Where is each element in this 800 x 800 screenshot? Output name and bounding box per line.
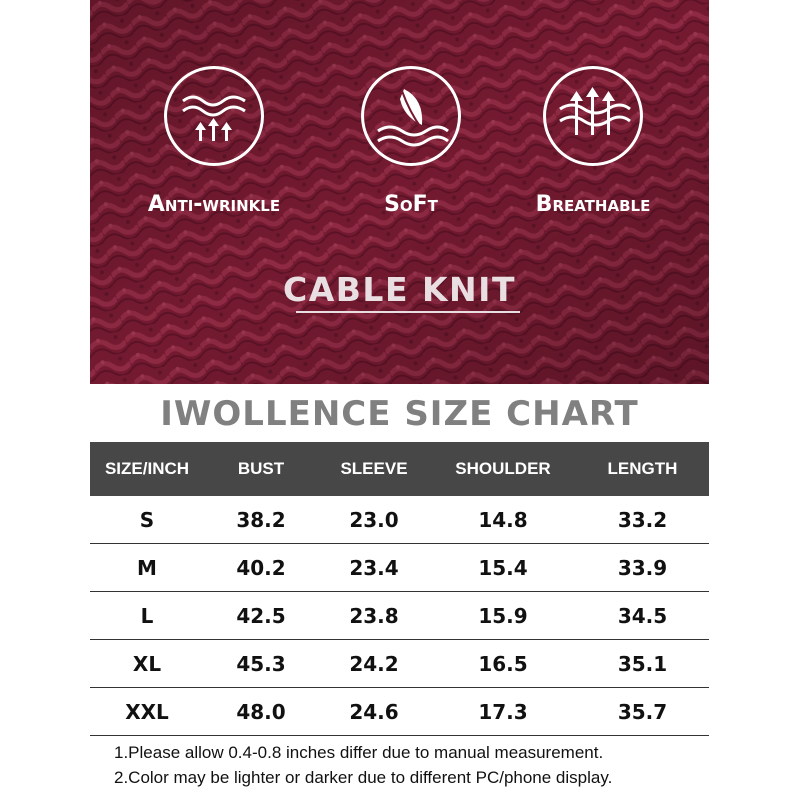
fabric-banner <box>90 0 709 384</box>
cell-shoulder: 16.5 <box>478 651 528 676</box>
cell-size: XXL <box>125 699 169 724</box>
cell-sleeve: 23.0 <box>349 507 399 532</box>
table-header-row <box>90 442 709 496</box>
cell-length: 33.9 <box>617 555 668 580</box>
feather-icon <box>361 66 461 166</box>
header-size: SIZE/INCH <box>90 442 204 496</box>
cell-bust: 45.3 <box>236 651 286 676</box>
cell-shoulder: 17.3 <box>478 699 528 724</box>
note-line: 2.Color may be lighter or darker due to different PC/phone display. <box>114 768 613 787</box>
cell-length: 34.5 <box>617 603 668 628</box>
table-row <box>90 496 709 544</box>
measurement-notes <box>114 740 612 790</box>
cell-size: M <box>137 555 157 580</box>
cell-sleeve: 23.4 <box>349 555 399 580</box>
table-row <box>90 640 709 688</box>
cell-size: XL <box>132 651 162 676</box>
header-length: LENGTH <box>576 442 709 496</box>
size-chart-title: IWOLLENCE SIZE CHART <box>160 394 639 434</box>
header-sleeve: SLEEVE <box>318 442 430 496</box>
table-row <box>90 688 709 736</box>
cell-shoulder: 15.9 <box>478 603 528 628</box>
cell-sleeve: 23.8 <box>349 603 399 628</box>
cell-shoulder: 15.4 <box>478 555 528 580</box>
size-chart-table <box>90 442 709 736</box>
cell-shoulder: 14.8 <box>478 507 528 532</box>
fabric-title: CABLE KNIT <box>283 270 516 309</box>
cell-sleeve: 24.6 <box>349 699 399 724</box>
cell-length: 35.1 <box>617 651 668 676</box>
header-shoulder: SHOULDER <box>430 442 576 496</box>
feature-label-soft: SoFt <box>384 192 438 217</box>
cell-length: 33.2 <box>617 507 668 532</box>
header-bust: BUST <box>204 442 318 496</box>
anti-wrinkle-icon <box>164 66 264 166</box>
table-row <box>90 592 709 640</box>
cell-sleeve: 24.2 <box>349 651 399 676</box>
table-row <box>90 544 709 592</box>
cell-size: S <box>139 507 155 532</box>
feature-label-breathable: Breathable <box>535 192 651 217</box>
cell-bust: 48.0 <box>236 699 286 724</box>
cell-bust: 38.2 <box>236 507 286 532</box>
feature-label-anti-wrinkle: Anti-wrinkle <box>147 192 281 217</box>
cell-bust: 42.5 <box>236 603 286 628</box>
cell-bust: 40.2 <box>236 555 286 580</box>
cell-size: L <box>140 603 154 628</box>
cell-length: 35.7 <box>617 699 668 724</box>
note-line: 1.Please allow 0.4-0.8 inches differ due to manual measurement. <box>114 743 604 762</box>
breathable-icon <box>543 66 643 166</box>
title-underline <box>296 311 520 313</box>
